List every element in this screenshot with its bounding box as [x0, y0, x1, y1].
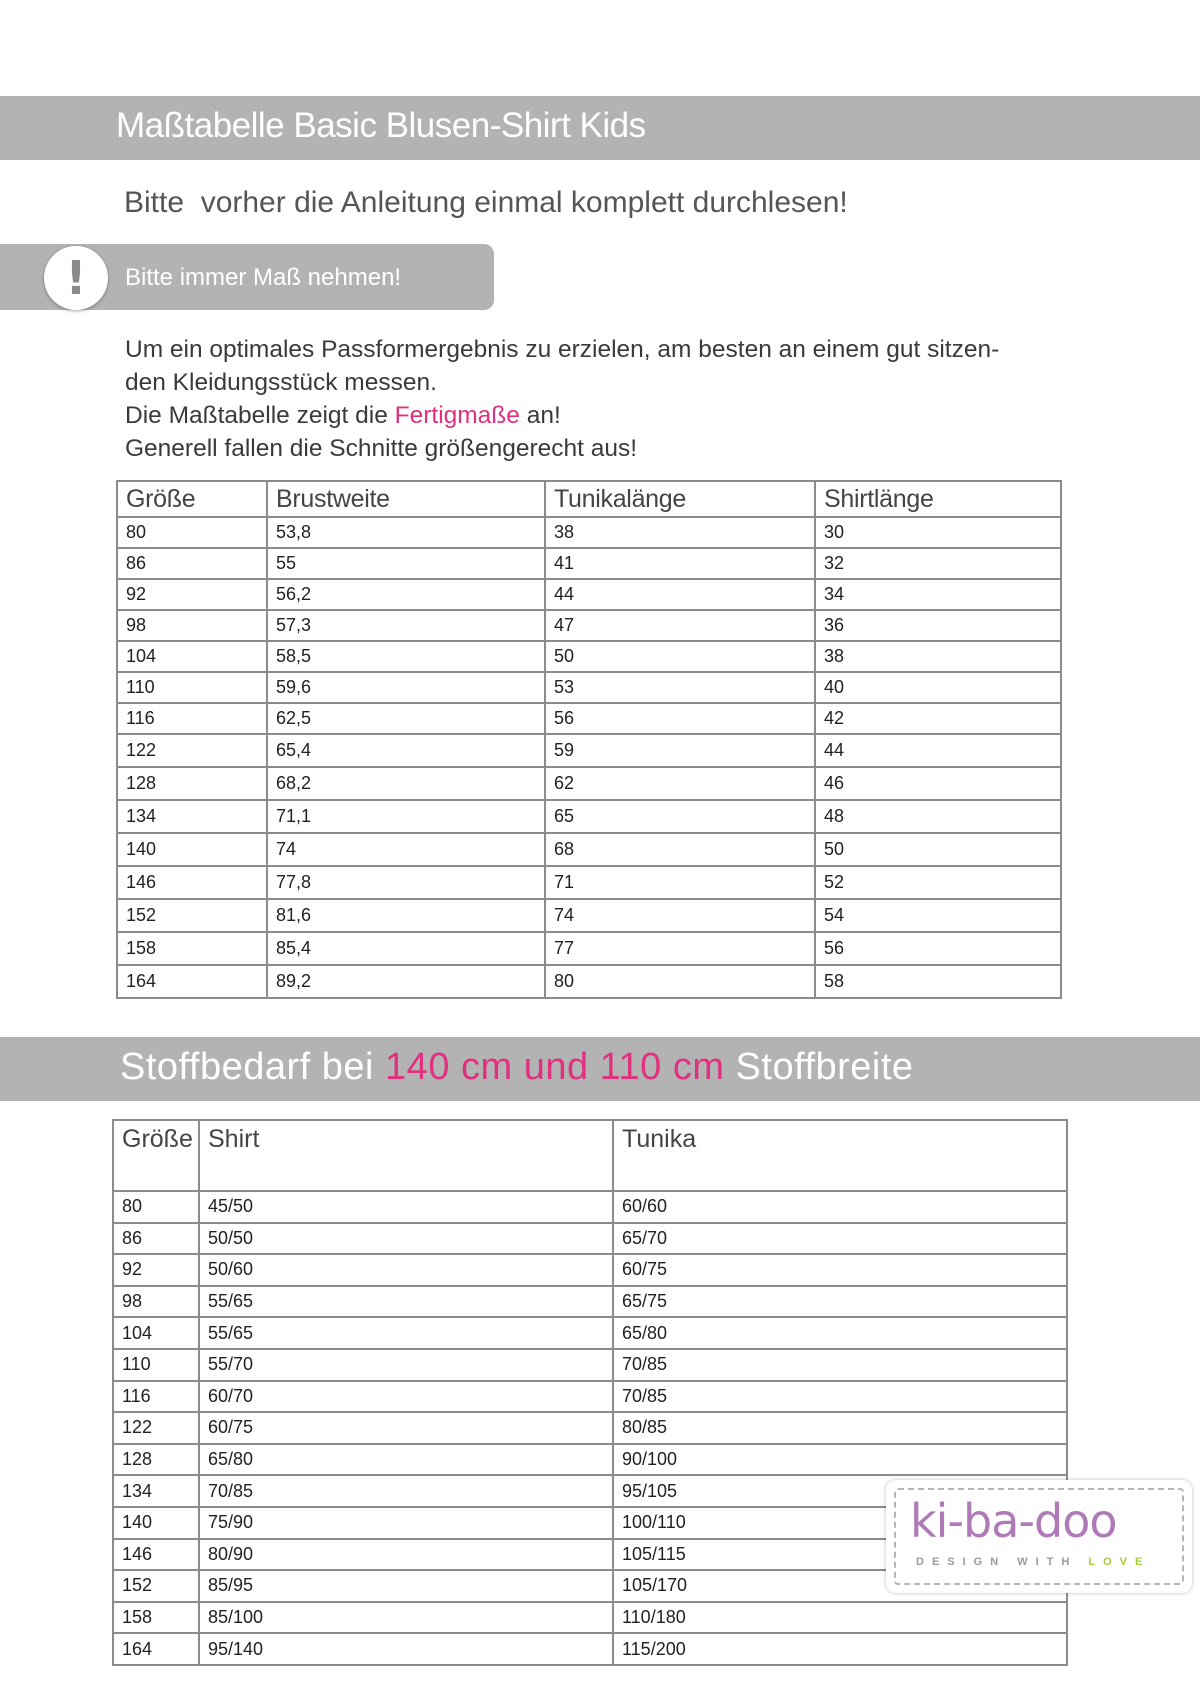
table-cell: 98 — [117, 610, 267, 641]
table-cell: 140 — [117, 833, 267, 866]
page-title: Maßtabelle Basic Blusen-Shirt Kids — [116, 106, 646, 145]
header-cell: Shirtlänge — [815, 481, 1061, 517]
table-cell: 50/60 — [199, 1254, 613, 1286]
table-cell: 74 — [267, 833, 545, 866]
table-cell: 92 — [113, 1254, 199, 1286]
table-cell: 152 — [113, 1570, 199, 1602]
table-cell: 98 — [113, 1286, 199, 1318]
table-cell: 100/110 — [613, 1507, 1067, 1539]
table-row — [117, 800, 1061, 833]
table-cell: 40 — [815, 672, 1061, 703]
table-cell: 146 — [117, 866, 267, 899]
table-cell: 128 — [113, 1444, 199, 1476]
table-cell: 38 — [545, 517, 815, 548]
table-row — [117, 672, 1061, 703]
table-cell: 56 — [815, 932, 1061, 965]
table-cell: 80 — [117, 517, 267, 548]
paragraph-highlight: Fertigmaße — [394, 402, 520, 429]
table-row — [113, 1286, 1067, 1318]
exclamation-icon: ! — [44, 246, 108, 310]
table-cell: 105/170 — [613, 1570, 1067, 1602]
table-row — [113, 1349, 1067, 1381]
table-cell: 128 — [117, 767, 267, 800]
table-row — [113, 1602, 1067, 1634]
header-cell: Größe — [117, 481, 267, 517]
paragraph-text: Die Maßtabelle zeigt die — [125, 402, 395, 429]
table-cell: 77,8 — [267, 866, 545, 899]
header-cell: Tunika — [613, 1120, 1067, 1191]
table-cell: 54 — [815, 899, 1061, 932]
table-row — [113, 1381, 1067, 1413]
table-cell: 45/50 — [199, 1191, 613, 1223]
table-cell: 60/60 — [613, 1191, 1067, 1223]
table-cell: 57,3 — [267, 610, 545, 641]
table-cell: 105/115 — [613, 1539, 1067, 1571]
table-cell: 55/65 — [199, 1317, 613, 1349]
table-cell: 104 — [113, 1317, 199, 1349]
table-cell: 56,2 — [267, 579, 545, 610]
paragraph-line — [125, 399, 1085, 432]
table-cell: 74 — [545, 899, 815, 932]
table-cell: 86 — [113, 1223, 199, 1255]
header-cell: Tunikalänge — [545, 481, 815, 517]
table-cell: 122 — [117, 734, 267, 767]
table-row — [117, 833, 1061, 866]
table-row — [117, 579, 1061, 610]
table-cell: 34 — [815, 579, 1061, 610]
table-cell: 50 — [545, 641, 815, 672]
table-row — [117, 610, 1061, 641]
table-cell: 65 — [545, 800, 815, 833]
table-cell: 58 — [815, 965, 1061, 998]
table-cell: 116 — [113, 1381, 199, 1413]
table-cell: 47 — [545, 610, 815, 641]
table-cell: 86 — [117, 548, 267, 579]
table-cell: 68,2 — [267, 767, 545, 800]
table-cell: 60/75 — [199, 1412, 613, 1444]
table-cell: 140 — [113, 1507, 199, 1539]
table-cell: 50 — [815, 833, 1061, 866]
table-header-row — [113, 1120, 1067, 1191]
table-cell: 81,6 — [267, 899, 545, 932]
header-cell: Shirt — [199, 1120, 613, 1191]
paragraph-text: an! — [519, 402, 561, 429]
table-cell: 158 — [113, 1602, 199, 1634]
table-cell: 85/100 — [199, 1602, 613, 1634]
table-cell: 85/95 — [199, 1570, 613, 1602]
header-cell: Brustweite — [267, 481, 545, 517]
table-cell: 44 — [545, 579, 815, 610]
table-cell: 50/50 — [199, 1223, 613, 1255]
table-cell: 146 — [113, 1539, 199, 1571]
table-row — [117, 641, 1061, 672]
fabric-title — [120, 1046, 914, 1089]
table-cell: 71 — [545, 866, 815, 899]
table-cell: 95/140 — [199, 1633, 613, 1665]
table-cell: 80/90 — [199, 1539, 613, 1571]
table-cell: 38 — [815, 641, 1061, 672]
logo-tagline-text: DESIGN WITH — [916, 1556, 1089, 1568]
table-cell: 90/100 — [613, 1444, 1067, 1476]
table-cell: 80/85 — [613, 1412, 1067, 1444]
table-cell: 116 — [117, 703, 267, 734]
table-cell: 30 — [815, 517, 1061, 548]
table-cell: 59 — [545, 734, 815, 767]
table-row — [117, 899, 1061, 932]
table-cell: 55 — [267, 548, 545, 579]
table-row — [117, 548, 1061, 579]
table-cell: 70/85 — [199, 1475, 613, 1507]
table-cell: 58,5 — [267, 641, 545, 672]
table-cell: 65/70 — [613, 1223, 1067, 1255]
table-cell: 71,1 — [267, 800, 545, 833]
logo-tagline-highlight: LOVE — [1088, 1556, 1151, 1568]
fabric-title-text: Stoffbreite — [724, 1046, 914, 1088]
table-cell: 164 — [113, 1633, 199, 1665]
table-cell: 53,8 — [267, 517, 545, 548]
table-cell: 115/200 — [613, 1633, 1067, 1665]
table-cell: 75/90 — [199, 1507, 613, 1539]
table-row — [117, 517, 1061, 548]
table-cell: 158 — [117, 932, 267, 965]
table-cell: 60/70 — [199, 1381, 613, 1413]
fabric-banner — [0, 1037, 1200, 1101]
table-row — [113, 1191, 1067, 1223]
logo-brand: ki-ba-doo — [910, 1494, 1117, 1548]
table-row — [117, 734, 1061, 767]
table-row — [113, 1633, 1067, 1665]
table-row — [113, 1254, 1067, 1286]
table-row — [117, 965, 1061, 998]
table-cell: 89,2 — [267, 965, 545, 998]
table-cell: 70/85 — [613, 1349, 1067, 1381]
table-cell: 68 — [545, 833, 815, 866]
table-cell: 134 — [113, 1475, 199, 1507]
table-row — [113, 1317, 1067, 1349]
fabric-title-text: Stoffbedarf bei — [120, 1046, 386, 1088]
table-cell: 41 — [545, 548, 815, 579]
paragraph-line: den Kleidungsstück messen. — [125, 369, 437, 396]
table-row — [117, 932, 1061, 965]
table-cell: 60/75 — [613, 1254, 1067, 1286]
subtitle: Bitte vorher die Anleitung einmal komplett durchlesen! — [124, 186, 848, 219]
table-cell: 65/80 — [613, 1317, 1067, 1349]
table-cell: 110/180 — [613, 1602, 1067, 1634]
table-row — [113, 1444, 1067, 1476]
table-row — [117, 703, 1061, 734]
table-cell: 134 — [117, 800, 267, 833]
table-cell: 56 — [545, 703, 815, 734]
table-cell: 104 — [117, 641, 267, 672]
table-cell: 65/75 — [613, 1286, 1067, 1318]
table-cell: 65/80 — [199, 1444, 613, 1476]
table-cell: 42 — [815, 703, 1061, 734]
header-cell: Größe — [113, 1120, 199, 1191]
table-cell: 46 — [815, 767, 1061, 800]
title-banner — [0, 96, 1200, 160]
table-cell: 59,6 — [267, 672, 545, 703]
table-row — [113, 1412, 1067, 1444]
table-header-row — [117, 481, 1061, 517]
table-cell: 53 — [545, 672, 815, 703]
table-cell: 62,5 — [267, 703, 545, 734]
table-cell: 110 — [117, 672, 267, 703]
table-cell: 77 — [545, 932, 815, 965]
logo-tagline — [916, 1556, 1150, 1568]
paragraph-line: Um ein optimales Passformergebnis zu erzielen, am besten an einem gut sitzen- — [125, 336, 1000, 363]
table-cell: 48 — [815, 800, 1061, 833]
table-cell: 55/65 — [199, 1286, 613, 1318]
table-cell: 70/85 — [613, 1381, 1067, 1413]
hint-text: Bitte immer Maß nehmen! — [125, 264, 402, 291]
brand-logo — [886, 1480, 1192, 1593]
table-cell: 164 — [117, 965, 267, 998]
table-cell: 62 — [545, 767, 815, 800]
paragraph-line: Generell fallen die Schnitte größengerecht aus! — [125, 435, 638, 462]
table-cell: 52 — [815, 866, 1061, 899]
table-cell: 55/70 — [199, 1349, 613, 1381]
table-cell: 65,4 — [267, 734, 545, 767]
intro-paragraph — [125, 333, 1085, 465]
size-table — [116, 480, 1062, 999]
fabric-title-highlight: 140 cm und 110 cm — [385, 1046, 725, 1088]
table-cell: 36 — [815, 610, 1061, 641]
table-row — [117, 866, 1061, 899]
table-cell: 80 — [545, 965, 815, 998]
table-cell: 32 — [815, 548, 1061, 579]
table-cell: 44 — [815, 734, 1061, 767]
table-cell: 95/105 — [613, 1475, 1067, 1507]
table-row — [113, 1223, 1067, 1255]
table-cell: 122 — [113, 1412, 199, 1444]
table-cell: 80 — [113, 1191, 199, 1223]
table-row — [117, 767, 1061, 800]
table-cell: 152 — [117, 899, 267, 932]
table-cell: 92 — [117, 579, 267, 610]
table-cell: 110 — [113, 1349, 199, 1381]
table-cell: 85,4 — [267, 932, 545, 965]
